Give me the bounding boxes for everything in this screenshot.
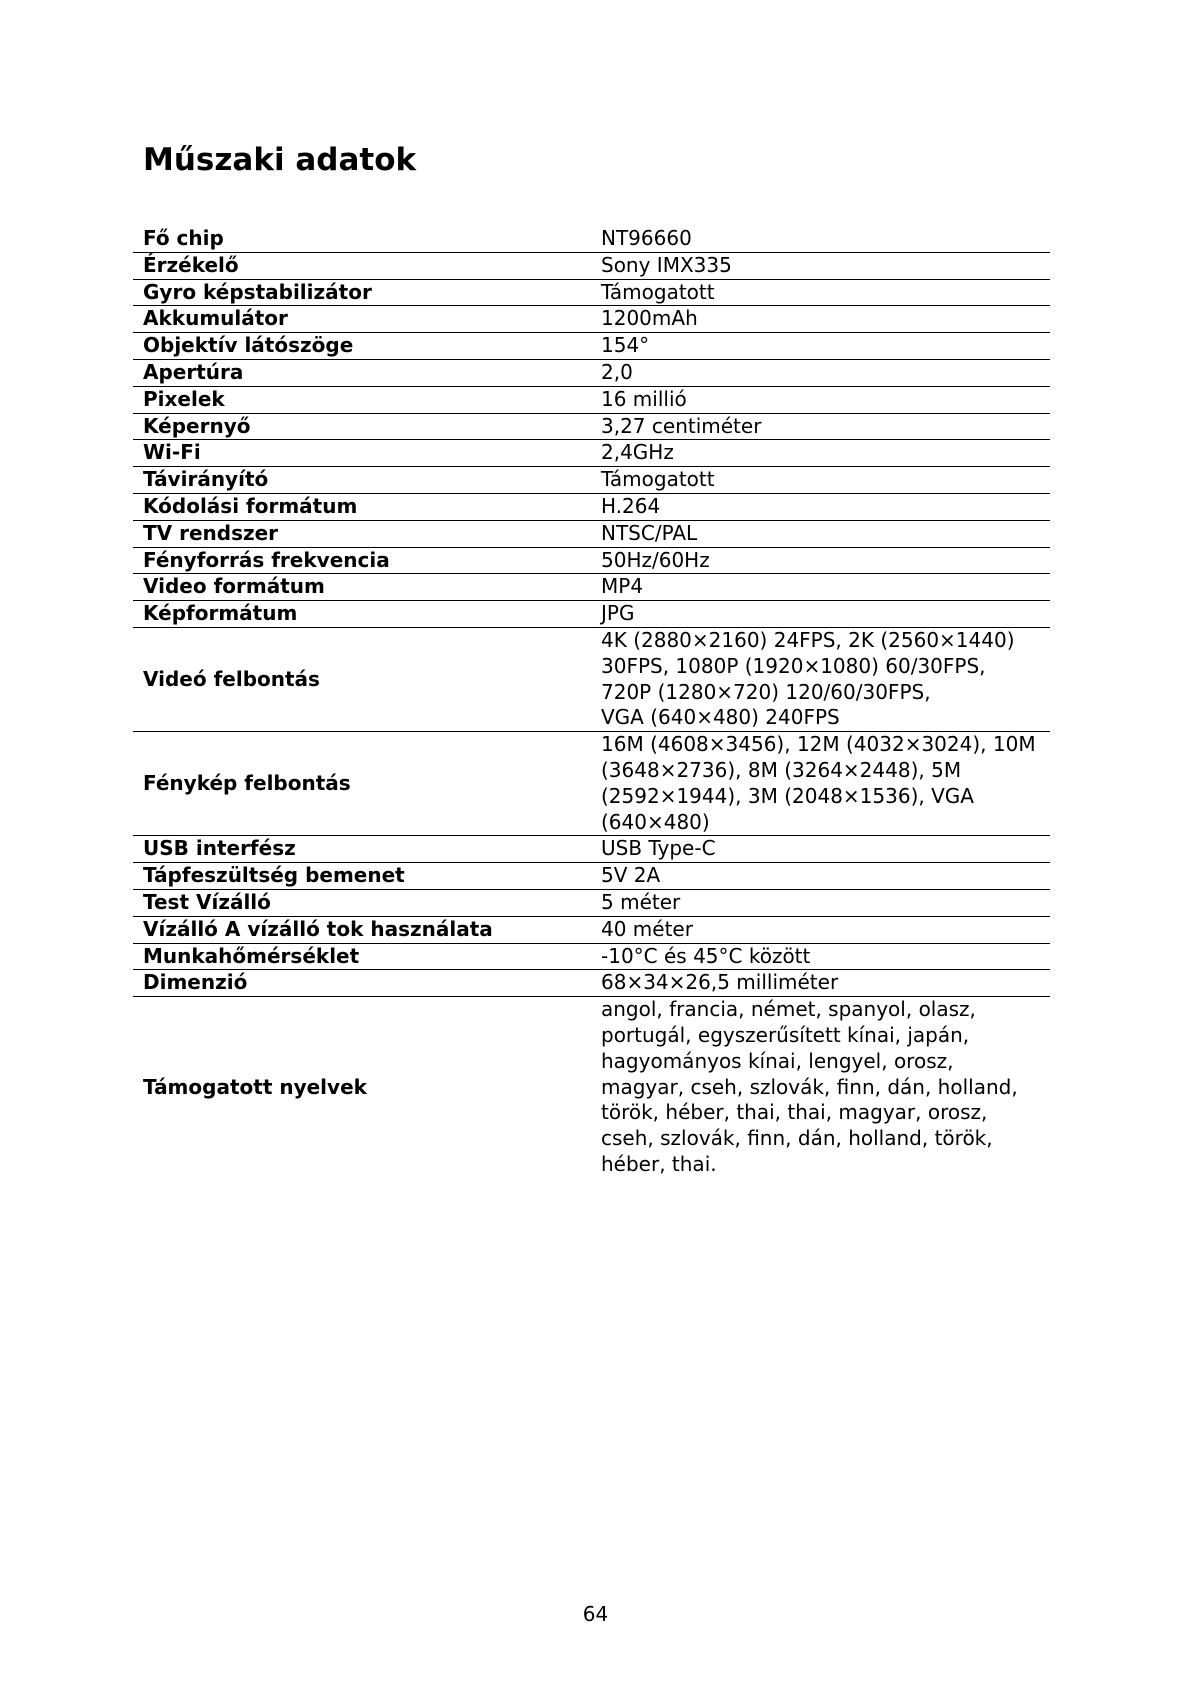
spec-label: Akkumulátor: [133, 306, 591, 333]
table-row: [133, 440, 1050, 467]
spec-label: Képernyő: [133, 413, 591, 440]
spec-label: Támogatott nyelvek: [143, 1074, 367, 1099]
spec-label: Wi-Fi: [133, 440, 591, 467]
table-row: [133, 226, 1050, 252]
spec-label: Tápfeszültség bemenet: [133, 863, 591, 890]
table-row: [133, 574, 1050, 601]
spec-label: Video formátum: [133, 574, 591, 601]
table-row: [133, 467, 1050, 494]
spec-value: 50Hz/60Hz: [591, 547, 1050, 574]
spec-value: MP4: [591, 574, 1050, 601]
table-row: [133, 252, 1050, 279]
spec-value: 4K (2880×2160) 24FPS, 2K (2560×1440) 30FPS, 1080P (1920×1080) 60/30FPS, 720P (1280×720) 120/60/30FPS, VGA (640×480) 240FPS: [591, 627, 1050, 731]
spec-value: Támogatott: [591, 467, 1050, 494]
spec-value: Sony IMX335: [591, 252, 1050, 279]
spec-label: Videó felbontás: [133, 627, 591, 731]
table-row: [133, 889, 1050, 916]
spec-value: Támogatott: [591, 279, 1050, 306]
spec-value: 40 méter: [591, 916, 1050, 943]
spec-value: 5 méter: [591, 889, 1050, 916]
spec-value: 3,27 centiméter: [591, 413, 1050, 440]
spec-value: 1200mAh: [591, 306, 1050, 333]
spec-label: Dimenzió: [133, 970, 591, 997]
spec-label: TV rendszer: [133, 520, 591, 547]
spec-table: [133, 226, 1050, 1178]
spec-label: Objektív látószöge: [133, 333, 591, 360]
spec-value: angol, francia, német, spanyol, olasz, portugál, egyszerűsített kínai, japán, hagyományos kínai, lengyel, orosz, magyar, cseh, szlovák, finn, dán, holland, török, héber, thai, thai, magyar, orosz, cseh, szlovák, finn, dán, holland, török, héber, thai.: [601, 997, 1018, 1176]
page-number: 64: [582, 1602, 609, 1626]
spec-label: Fő chip: [133, 226, 591, 252]
spec-label: Test Vízálló: [133, 889, 591, 916]
table-row: [133, 732, 1050, 836]
table-row: [133, 333, 1050, 360]
page-title: Műszaki adatok: [143, 142, 417, 178]
spec-label: Vízálló A vízálló tok használata: [133, 916, 591, 943]
spec-label: Pixelek: [133, 386, 591, 413]
spec-value: 154°: [591, 333, 1050, 360]
spec-label: Érzékelő: [133, 252, 591, 279]
spec-value: 2,0: [591, 359, 1050, 386]
table-row: [133, 943, 1050, 970]
table-row: [133, 279, 1050, 306]
spec-value: NT96660: [591, 226, 1050, 252]
spec-value: JPG: [591, 601, 1050, 628]
spec-label: Apertúra: [133, 359, 591, 386]
spec-value: 2,4GHz: [591, 440, 1050, 467]
table-row: [133, 836, 1050, 863]
spec-label: Gyro képstabilizátor: [133, 279, 591, 306]
table-row: [133, 493, 1050, 520]
spec-label: Fénykép felbontás: [133, 732, 591, 836]
spec-label: USB interfész: [133, 836, 591, 863]
table-row: [133, 997, 1050, 1178]
spec-value: 5V 2A: [591, 863, 1050, 890]
spec-value: H.264: [591, 493, 1050, 520]
spec-table-body: [133, 226, 1050, 1178]
table-row: [133, 413, 1050, 440]
table-row: [133, 520, 1050, 547]
table-row: [133, 863, 1050, 890]
spec-value: -10°C és 45°C között: [591, 943, 1050, 970]
table-row: [133, 359, 1050, 386]
spec-value: 16M (4608×3456), 12M (4032×3024), 10M (3648×2736), 8M (3264×2448), 5M (2592×1944), 3M (2048×1536), VGA (640×480): [591, 732, 1050, 836]
table-row: [133, 970, 1050, 997]
spec-label: Távirányító: [133, 467, 591, 494]
spec-value: USB Type-C: [591, 836, 1050, 863]
table-row: [133, 386, 1050, 413]
spec-value: 16 millió: [591, 386, 1050, 413]
spec-value: NTSC/PAL: [591, 520, 1050, 547]
table-row: [133, 916, 1050, 943]
table-row: [133, 627, 1050, 731]
table-row: [133, 306, 1050, 333]
table-row: [133, 547, 1050, 574]
spec-label: Kódolási formátum: [133, 493, 591, 520]
spec-label: Munkahőmérséklet: [133, 943, 591, 970]
table-row: [133, 601, 1050, 628]
spec-label: Képformátum: [133, 601, 591, 628]
spec-value: 68×34×26,5 milliméter: [591, 970, 1050, 997]
spec-label: Fényforrás frekvencia: [133, 547, 591, 574]
